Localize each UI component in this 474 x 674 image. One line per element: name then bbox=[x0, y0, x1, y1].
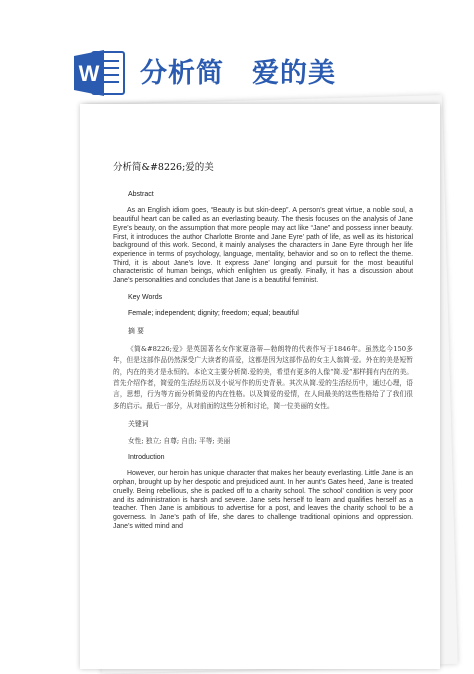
banner-title: 分析简 爱的美 bbox=[140, 58, 336, 89]
document-content bbox=[113, 164, 413, 539]
zh-keywords-text: 女性; 独立; 自尊; 自由; 平等; 美丽 bbox=[128, 436, 231, 445]
word-document-icon bbox=[74, 48, 126, 98]
document-page bbox=[80, 104, 440, 669]
abstract-paragraph: As an English idiom goes, “Beauty is but skin-deep”. A person’s great virtue, a noble soul, a beautiful heart can be called as an everlasting beauty. The thesis focuses on the analysis of Jane Eyre’s beauty, on the assumption that more people may act like “Jane” and possess inner beauty. First, it introduces the author Charlotte Bronte and Jane Eyre’ path of life, as well as its historical background of this work. Second, it mainly analyses the characters in Jane Eyre through her life experience in terms of psychology, language, mentality, behavior and so on to reflect the theme. Third, it is about Jane’s love. It express Jane’ longing and pursuit for the most beautiful characteristic of human beings, which enlighten us greatly. Finally, it has a discussion about Jane’s personalities and concludes that Jane is a beautiful feminist. bbox=[113, 207, 413, 285]
introduction-heading: Introduction bbox=[128, 453, 165, 461]
word-logo-letter: W bbox=[78, 61, 100, 86]
document-title: 分析简&#8226;爱的美 bbox=[113, 162, 214, 173]
abstract-heading: Abstract bbox=[128, 190, 154, 198]
keywords-heading: Key Words bbox=[128, 293, 163, 301]
zh-abstract-paragraph: 《简&#8226;爱》是英国著名女作家夏洛蒂—勃朗特的代表作写于1846年。虽然迄今150多年，但是这部作品仍然深受广大读者的喜爱，这都是因为这部作品的女主人翁简·爱。外在的美是短暂的，内在的美才是永恒的。本论文主要分析简.爱的美，希望有更多的人像“简.爱”那样拥有内在的美。首先介绍作者，简爱的生活经历以及小说写作的历史背景。其次从简.爱的生活经历中，通过心理，语言，思想，行为等方面分析简爱的内在性格。以及简爱的爱情，在人间最美的这些性格给了了我们很多的启示。最后一部分，从对前面的这些分析和讨论，简一位美丽的女性。 bbox=[113, 344, 413, 410]
keywords-text: Female; independent; dignity; freedom; equal; beautiful bbox=[128, 310, 299, 318]
zh-abstract-heading: 摘 要 bbox=[128, 327, 144, 336]
zh-keywords-heading: 关键词 bbox=[128, 420, 149, 429]
introduction-paragraph: However, our heroin has unique character that makes her beauty everlasting. Little Jane is an orphan, brought up by her despotic and prejudiced aunt. In her aunt’s Gates heed, Jane is treated cruelly. Being rebellious, she is packed off to a charity school. The school’ condition is very poor and its administration is harsh and severe. Jane sets herself to learn and qualifies herself as a teacher. Then Jane is ambitious to advertise for a post, and leaves the charity school to be a governess. In Jane’s path of life, she dares to challenge traditional opinions and oppression. Jane’s witted mind and bbox=[113, 470, 413, 530]
